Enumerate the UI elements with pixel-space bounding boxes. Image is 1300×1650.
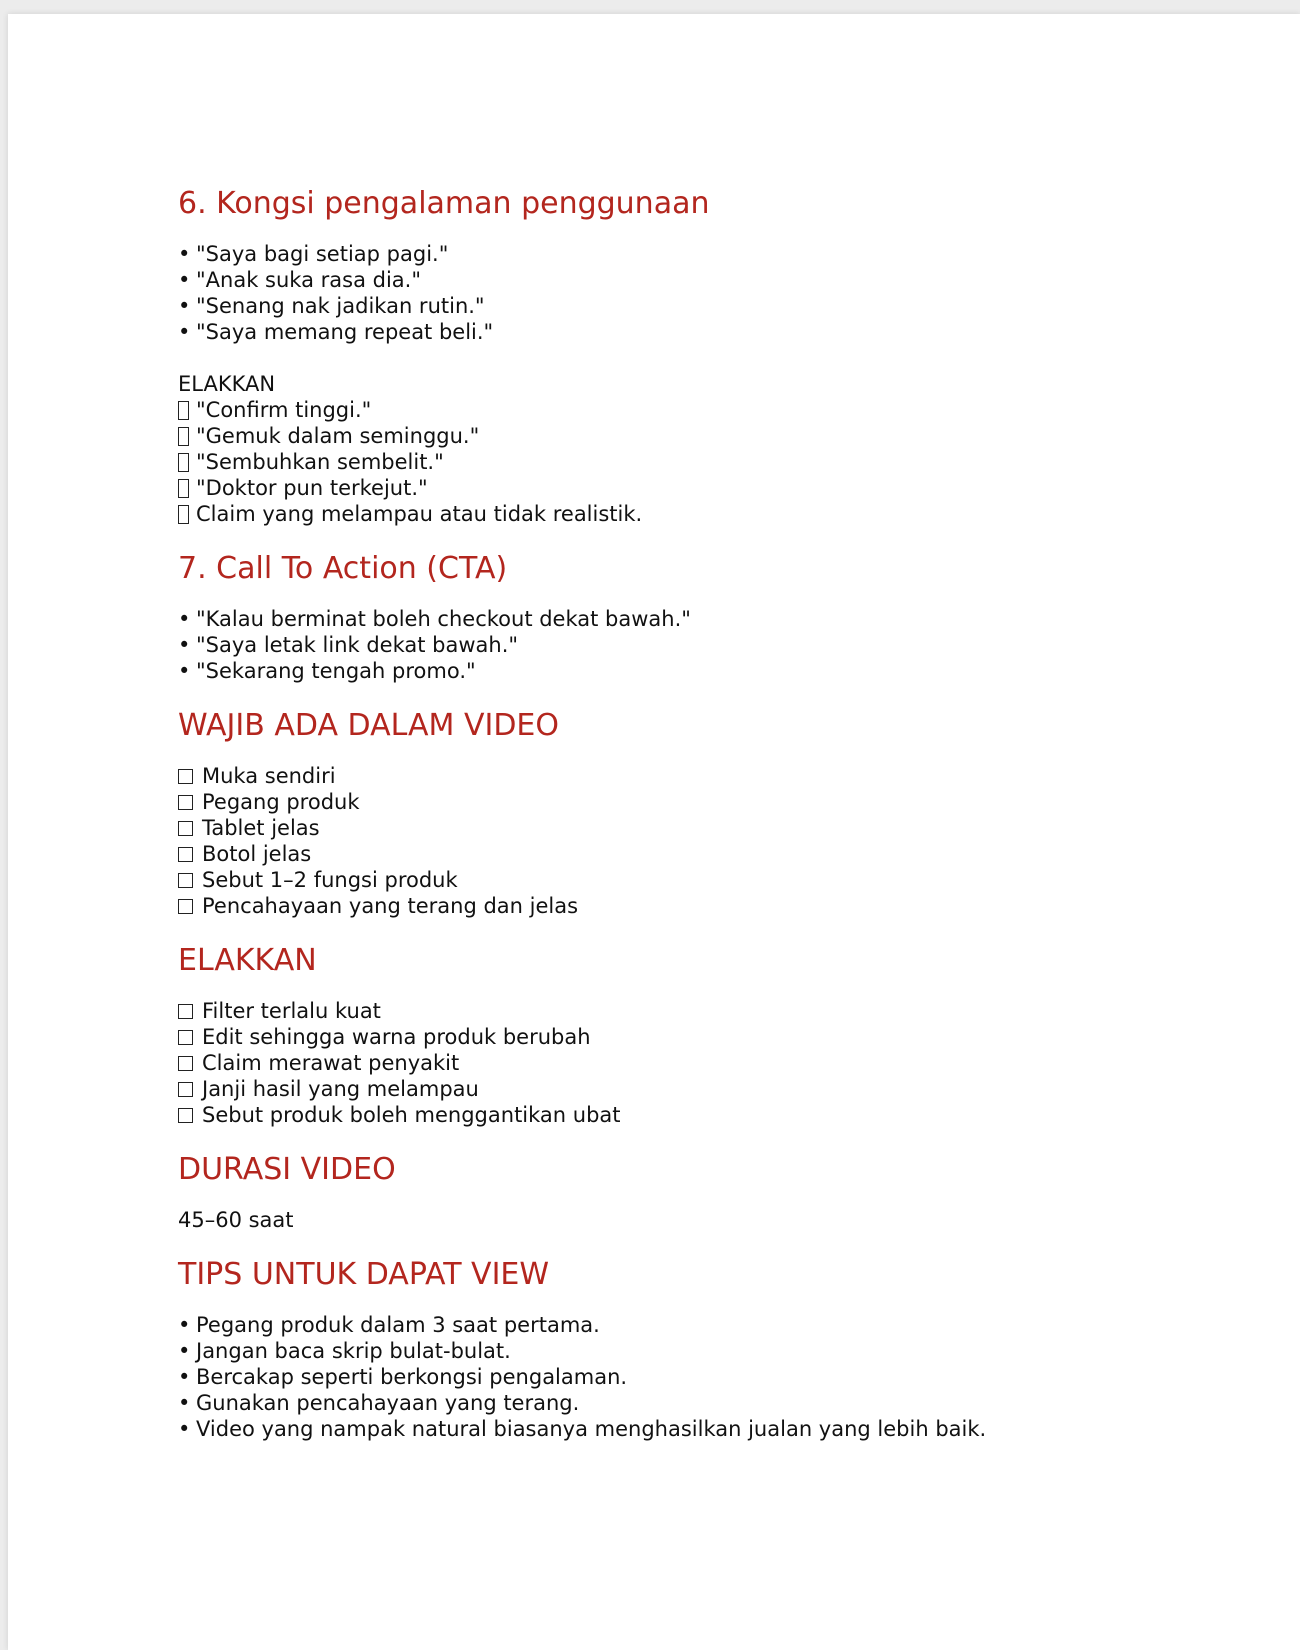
- list-item: • "Saya bagi setiap pagi.": [178, 242, 449, 266]
- section-tips: [178, 1253, 1238, 1442]
- checkbox-icon: [178, 873, 193, 888]
- list-item: • "Saya letak link dekat bawah.": [178, 633, 519, 657]
- list-item: • Bercakap seperti berkongsi pengalaman.: [178, 1365, 628, 1389]
- missing-glyph-icon: [178, 401, 189, 420]
- checklist-item: Botol jelas: [178, 841, 1238, 867]
- list-item: • "Anak suka rasa dia.": [178, 268, 421, 292]
- avoid-item: Claim yang melampau atau tidak realistik.: [178, 501, 1238, 527]
- checkbox-icon: [178, 821, 193, 836]
- checklist-item: Pegang produk: [178, 789, 1238, 815]
- avoid-item: "Doktor pun terkejut.": [178, 475, 1238, 501]
- list-item: • "Sekarang tengah promo.": [178, 659, 476, 683]
- section-wajib-ada: [178, 704, 1238, 919]
- section-title: WAJIB ADA DALAM VIDEO: [178, 708, 559, 743]
- section-title: DURASI VIDEO: [178, 1152, 396, 1187]
- checkbox-icon: [178, 899, 193, 914]
- checklist-item: Pencahayaan yang terang dan jelas: [178, 893, 1238, 919]
- checkbox-icon: [178, 1004, 193, 1019]
- section-title: 7. Call To Action (CTA): [178, 551, 508, 586]
- missing-glyph-icon: [178, 505, 189, 524]
- missing-glyph-icon: [178, 479, 189, 498]
- list-item: • "Senang nak jadikan rutin.": [178, 294, 485, 318]
- avoid-item: "Sembuhkan sembelit.": [178, 449, 1238, 475]
- checklist-item: Tablet jelas: [178, 815, 1238, 841]
- duration-text: 45–60 saat: [178, 1208, 294, 1232]
- checkbox-icon: [178, 1082, 193, 1097]
- list-item: • Jangan baca skrip bulat-bulat.: [178, 1339, 511, 1363]
- list-item: • Pegang produk dalam 3 saat pertama.: [178, 1313, 600, 1337]
- list-item: • "Saya memang repeat beli.": [178, 320, 494, 344]
- document-page: [8, 14, 1300, 1650]
- avoid-item: "Confirm tinggi.": [178, 397, 1238, 423]
- section-elakkan: [178, 939, 1238, 1128]
- list-item: • Video yang nampak natural biasanya menghasilkan jualan yang lebih baik.: [178, 1417, 987, 1441]
- section-cta: [178, 547, 1238, 684]
- missing-glyph-icon: [178, 427, 189, 446]
- checkbox-icon: [178, 1030, 193, 1045]
- checklist-item: Claim merawat penyakit: [178, 1050, 1238, 1076]
- missing-glyph-icon: [178, 453, 189, 472]
- checkbox-icon: [178, 1056, 193, 1071]
- list-item: • Gunakan pencahayaan yang terang.: [178, 1391, 580, 1415]
- checklist-item: Janji hasil yang melampau: [178, 1076, 1238, 1102]
- checkbox-icon: [178, 769, 193, 784]
- checklist-item: Sebut 1–2 fungsi produk: [178, 867, 1238, 893]
- section-kongsi-pengalaman: [178, 182, 1238, 527]
- section-title: 6. Kongsi pengalaman penggunaan: [178, 186, 710, 221]
- checkbox-icon: [178, 795, 193, 810]
- checklist-item: Muka sendiri: [178, 763, 1238, 789]
- checklist-item: Sebut produk boleh menggantikan ubat: [178, 1102, 1238, 1128]
- document-content: [178, 182, 1238, 1462]
- checkbox-icon: [178, 1108, 193, 1123]
- section-durasi: [178, 1148, 1238, 1233]
- checklist-item: Edit sehingga warna produk berubah: [178, 1024, 1238, 1050]
- section-title: ELAKKAN: [178, 943, 317, 978]
- avoid-item: "Gemuk dalam seminggu.": [178, 423, 1238, 449]
- checkbox-icon: [178, 847, 193, 862]
- avoid-label: ELAKKAN: [178, 372, 276, 396]
- checklist-item: Filter terlalu kuat: [178, 998, 1238, 1024]
- section-title: TIPS UNTUK DAPAT VIEW: [178, 1257, 550, 1292]
- list-item: • "Kalau berminat boleh checkout dekat bawah.": [178, 607, 691, 631]
